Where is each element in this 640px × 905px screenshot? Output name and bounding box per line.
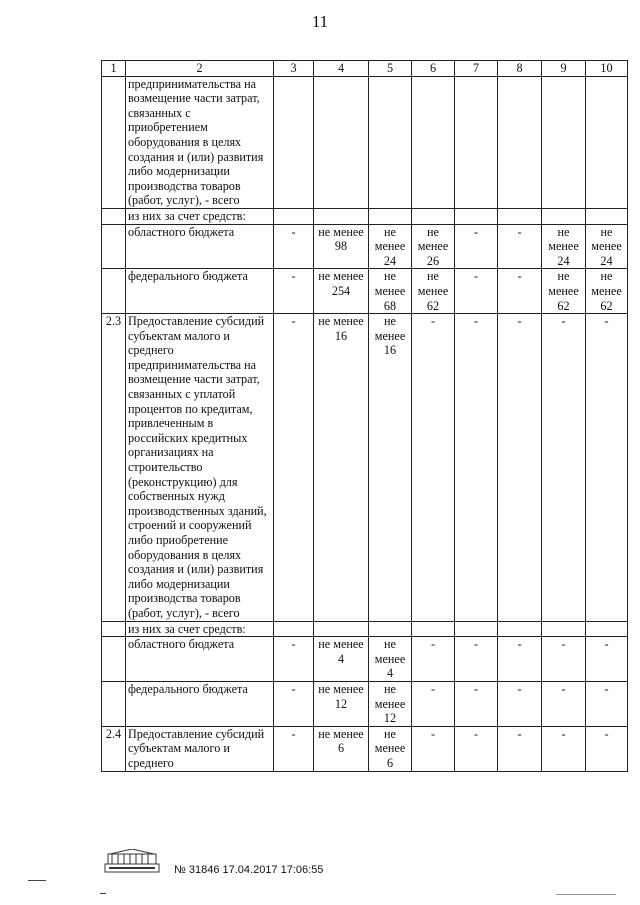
value-cell xyxy=(498,621,542,637)
table-row xyxy=(102,314,628,621)
value-cell xyxy=(542,621,586,637)
value-cell: - xyxy=(412,314,455,621)
indicators-table xyxy=(101,60,628,772)
value-cell: - xyxy=(586,726,628,771)
value-cell: - xyxy=(498,314,542,621)
value-cell: - xyxy=(455,637,498,682)
value-cell: - xyxy=(274,269,314,314)
table-row xyxy=(102,224,628,269)
value-cell: не менее 6 xyxy=(369,726,412,771)
header-cell: 10 xyxy=(586,61,628,77)
header-cell: 8 xyxy=(498,61,542,77)
value-cell: не менее 98 xyxy=(314,224,369,269)
row-number xyxy=(102,208,126,224)
value-cell: не менее 24 xyxy=(586,224,628,269)
value-cell xyxy=(412,76,455,208)
header-cell: 6 xyxy=(412,61,455,77)
value-cell: - xyxy=(412,681,455,726)
value-cell: - xyxy=(455,314,498,621)
scan-mark xyxy=(28,880,46,881)
value-cell xyxy=(369,208,412,224)
header-cell: 4 xyxy=(314,61,369,77)
document-stamp-icon xyxy=(104,849,160,873)
value-cell xyxy=(455,208,498,224)
value-cell xyxy=(314,76,369,208)
value-cell: - xyxy=(455,224,498,269)
row-description: федерального бюджета xyxy=(126,681,274,726)
value-cell xyxy=(586,621,628,637)
value-cell: - xyxy=(498,637,542,682)
row-number xyxy=(102,224,126,269)
scan-mark xyxy=(100,893,106,894)
row-description: Предоставление субсидий субъектам малого и среднего xyxy=(126,726,274,771)
row-description: из них за счет средств: xyxy=(126,621,274,637)
row-number: 2.3 xyxy=(102,314,126,621)
header-cell: 3 xyxy=(274,61,314,77)
value-cell: не менее 62 xyxy=(586,269,628,314)
value-cell: - xyxy=(542,681,586,726)
value-cell xyxy=(412,208,455,224)
value-cell: - xyxy=(274,314,314,621)
value-cell xyxy=(498,208,542,224)
value-cell: - xyxy=(455,269,498,314)
table-row xyxy=(102,726,628,771)
row-number xyxy=(102,76,126,208)
value-cell: - xyxy=(274,726,314,771)
value-cell: - xyxy=(498,224,542,269)
value-cell xyxy=(412,621,455,637)
header-cell: 5 xyxy=(369,61,412,77)
row-description: предпринимательства на возмещение части затрат, связанных с приобретением оборудования в целях создания и (или) развития либо модернизации производства товаров (работ, услуг), - всего xyxy=(126,76,274,208)
value-cell: не менее 254 xyxy=(314,269,369,314)
table-row xyxy=(102,621,628,637)
value-cell: не менее 24 xyxy=(542,224,586,269)
page-number: 11 xyxy=(311,12,329,31)
value-cell xyxy=(455,621,498,637)
value-cell xyxy=(274,208,314,224)
header-cell: 7 xyxy=(455,61,498,77)
value-cell xyxy=(314,621,369,637)
table-row xyxy=(102,637,628,682)
value-cell: - xyxy=(274,224,314,269)
header-cell: 2 xyxy=(126,61,274,77)
row-description: федерального бюджета xyxy=(126,269,274,314)
value-cell: - xyxy=(586,314,628,621)
scan-mark xyxy=(556,894,616,895)
value-cell: не менее 16 xyxy=(314,314,369,621)
value-cell: не менее 62 xyxy=(412,269,455,314)
value-cell: - xyxy=(455,726,498,771)
header-cell: 1 xyxy=(102,61,126,77)
value-cell: - xyxy=(274,637,314,682)
value-cell: не менее 4 xyxy=(369,637,412,682)
value-cell xyxy=(542,76,586,208)
value-cell: не менее 4 xyxy=(314,637,369,682)
value-cell: - xyxy=(412,726,455,771)
value-cell: не менее 12 xyxy=(369,681,412,726)
value-cell xyxy=(314,208,369,224)
row-number xyxy=(102,637,126,682)
table-row xyxy=(102,681,628,726)
table-row xyxy=(102,208,628,224)
row-description: Предоставление субсидий субъектам малого и среднего предпринимательства на возмещение части затрат, связанных с уплатой процентов по кредитам, привлеченным в российских кредитных организациях на строительство (реконструкцию) для собственных нужд производственных зданий, строений и сооружений либо приобретение оборудования в целях создания и (или) развития либо модернизации производства товаров (работ, услуг), - всего xyxy=(126,314,274,621)
row-description: областного бюджета xyxy=(126,224,274,269)
row-number: 2.4 xyxy=(102,726,126,771)
row-number xyxy=(102,621,126,637)
row-number xyxy=(102,681,126,726)
value-cell: - xyxy=(455,681,498,726)
value-cell xyxy=(455,76,498,208)
value-cell: не менее 24 xyxy=(369,224,412,269)
value-cell: не менее 26 xyxy=(412,224,455,269)
registration-line: № 31846 17.04.2017 17:06:55 xyxy=(174,864,324,876)
row-description: областного бюджета xyxy=(126,637,274,682)
header-cell: 9 xyxy=(542,61,586,77)
value-cell xyxy=(498,76,542,208)
table-row xyxy=(102,269,628,314)
value-cell: - xyxy=(586,681,628,726)
value-cell: - xyxy=(498,726,542,771)
value-cell: - xyxy=(274,681,314,726)
row-description: из них за счет средств: xyxy=(126,208,274,224)
value-cell: - xyxy=(498,269,542,314)
value-cell xyxy=(369,76,412,208)
value-cell: не менее 6 xyxy=(314,726,369,771)
value-cell: - xyxy=(542,637,586,682)
value-cell: - xyxy=(586,637,628,682)
value-cell xyxy=(274,621,314,637)
value-cell xyxy=(274,76,314,208)
value-cell xyxy=(369,621,412,637)
value-cell xyxy=(586,76,628,208)
value-cell: не менее 68 xyxy=(369,269,412,314)
value-cell: не менее 12 xyxy=(314,681,369,726)
value-cell: - xyxy=(412,637,455,682)
value-cell: - xyxy=(542,726,586,771)
value-cell: - xyxy=(498,681,542,726)
value-cell xyxy=(542,208,586,224)
row-number xyxy=(102,269,126,314)
value-cell xyxy=(586,208,628,224)
table-row xyxy=(102,76,628,208)
value-cell: не менее 16 xyxy=(369,314,412,621)
value-cell: - xyxy=(542,314,586,621)
value-cell: не менее 62 xyxy=(542,269,586,314)
